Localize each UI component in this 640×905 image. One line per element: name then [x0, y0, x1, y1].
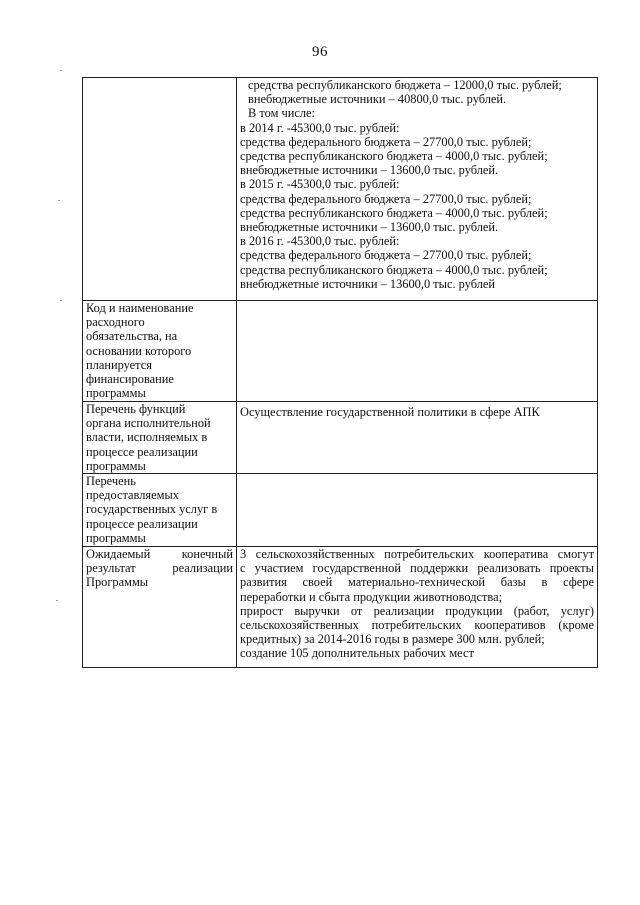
row-label-line: планируется: [86, 357, 152, 372]
expenditure-code-value-cell: [237, 301, 598, 402]
row-value-line: переработки и сбыта продукции животноводства;: [240, 589, 503, 604]
financing-line: средства республиканского бюджета – 12000,0 тыс. рублей;: [248, 78, 562, 92]
scan-speck: [56, 600, 58, 601]
row-label-line: Программы: [86, 575, 149, 590]
page-number: 96: [312, 44, 328, 60]
financing-line: в 2014 г. -45300,0 тыс. рублей:: [240, 120, 400, 135]
financing-line: В том числе:: [248, 106, 315, 121]
financing-line: внебюджетные источники – 40800,0 тыс. рублей.: [248, 92, 507, 107]
row-label-line: основании которого: [86, 343, 192, 358]
financing-line: средства республиканского бюджета – 4000,0 тыс. рублей;: [240, 149, 548, 164]
table-row-functions: [83, 402, 598, 474]
row-value-line: кредитных) за 2014-2016 годы в размере 300 млн. рублей;: [240, 632, 545, 647]
row-label-line: Перечень: [86, 474, 136, 489]
expenditure-code-label-cell: [83, 301, 237, 402]
financing-label-cell: [83, 78, 237, 301]
services-value-cell: [237, 474, 598, 547]
row-value-line: развития своей материально-технической базы в сфере: [240, 575, 594, 590]
row-label-line: Ожидаемый конечный: [86, 547, 233, 562]
table-row-expected-result: [83, 547, 598, 668]
financing-line: средства республиканского бюджета – 4000,0 тыс. рублей;: [240, 205, 548, 220]
row-value-line: 3 сельскохозяйственных потребительских кооператива смогут: [240, 547, 594, 562]
functions-label-cell: [83, 402, 237, 474]
services-label-cell: [83, 474, 237, 547]
row-label-line: программы: [86, 458, 146, 473]
scan-speck: [60, 300, 62, 301]
expected-result-value-cell: [237, 547, 598, 668]
row-value-line: Осуществление государственной политики в сфере АПК: [240, 405, 540, 419]
program-passport-table: [82, 77, 598, 668]
row-label-line: власти, исполняемых в: [86, 430, 208, 445]
financing-line: средства республиканского бюджета – 4000,0 тыс. рублей;: [240, 262, 548, 277]
row-label-line: предоставляемых: [86, 488, 179, 503]
scan-speck: [60, 70, 62, 71]
financing-line: в 2016 г. -45300,0 тыс. рублей:: [240, 234, 400, 249]
row-label-line: финансирование: [86, 372, 174, 387]
financing-line: внебюджетные источники – 13600,0 тыс. рублей.: [240, 163, 499, 178]
functions-value-cell: [237, 402, 598, 474]
row-value-line: прирост выручки от реализации продукции (работ, услуг): [240, 603, 594, 618]
table-row-services: [83, 474, 598, 547]
row-label-line: программы: [86, 386, 146, 401]
row-value-line: с участием государственной поддержки реализовать проекты: [240, 561, 594, 576]
financing-line: внебюджетные источники – 13600,0 тыс. рублей: [240, 276, 496, 291]
row-value-line: создание 105 дополнительных рабочих мест: [240, 646, 474, 661]
table-row-expenditure-code: [83, 301, 598, 402]
financing-line: средства федерального бюджета – 27700,0 тыс. рублей;: [240, 248, 532, 263]
row-label-line: процессе реализации: [86, 444, 198, 459]
row-label-line: государственных услуг в: [86, 502, 218, 517]
financing-line: в 2015 г. -45300,0 тыс. рублей:: [240, 177, 400, 192]
financing-line: средства федерального бюджета – 27700,0 тыс. рублей;: [240, 134, 532, 149]
row-label-line: программы: [86, 530, 146, 545]
financing-value-cell: [237, 78, 598, 301]
expected-result-label-cell: [83, 547, 237, 668]
row-label-line: процессе реализации: [86, 516, 198, 531]
row-label-line: обязательства, на: [86, 329, 178, 344]
row-label-line: Код и наименование: [86, 301, 194, 315]
row-label-line: расходного: [86, 315, 145, 330]
scan-speck: [58, 200, 60, 201]
financing-line: средства федерального бюджета – 27700,0 тыс. рублей;: [240, 191, 532, 206]
row-label-line: результат реализации: [86, 561, 233, 576]
table-row-financing: [83, 78, 598, 301]
row-label-line: Перечень функций: [86, 402, 186, 416]
row-label-line: органа исполнительной: [86, 416, 211, 431]
row-value-line: сельскохозяйственных потребительских кооперативов (кроме: [240, 618, 594, 633]
financing-line: внебюджетные источники – 13600,0 тыс. рублей.: [240, 220, 499, 235]
